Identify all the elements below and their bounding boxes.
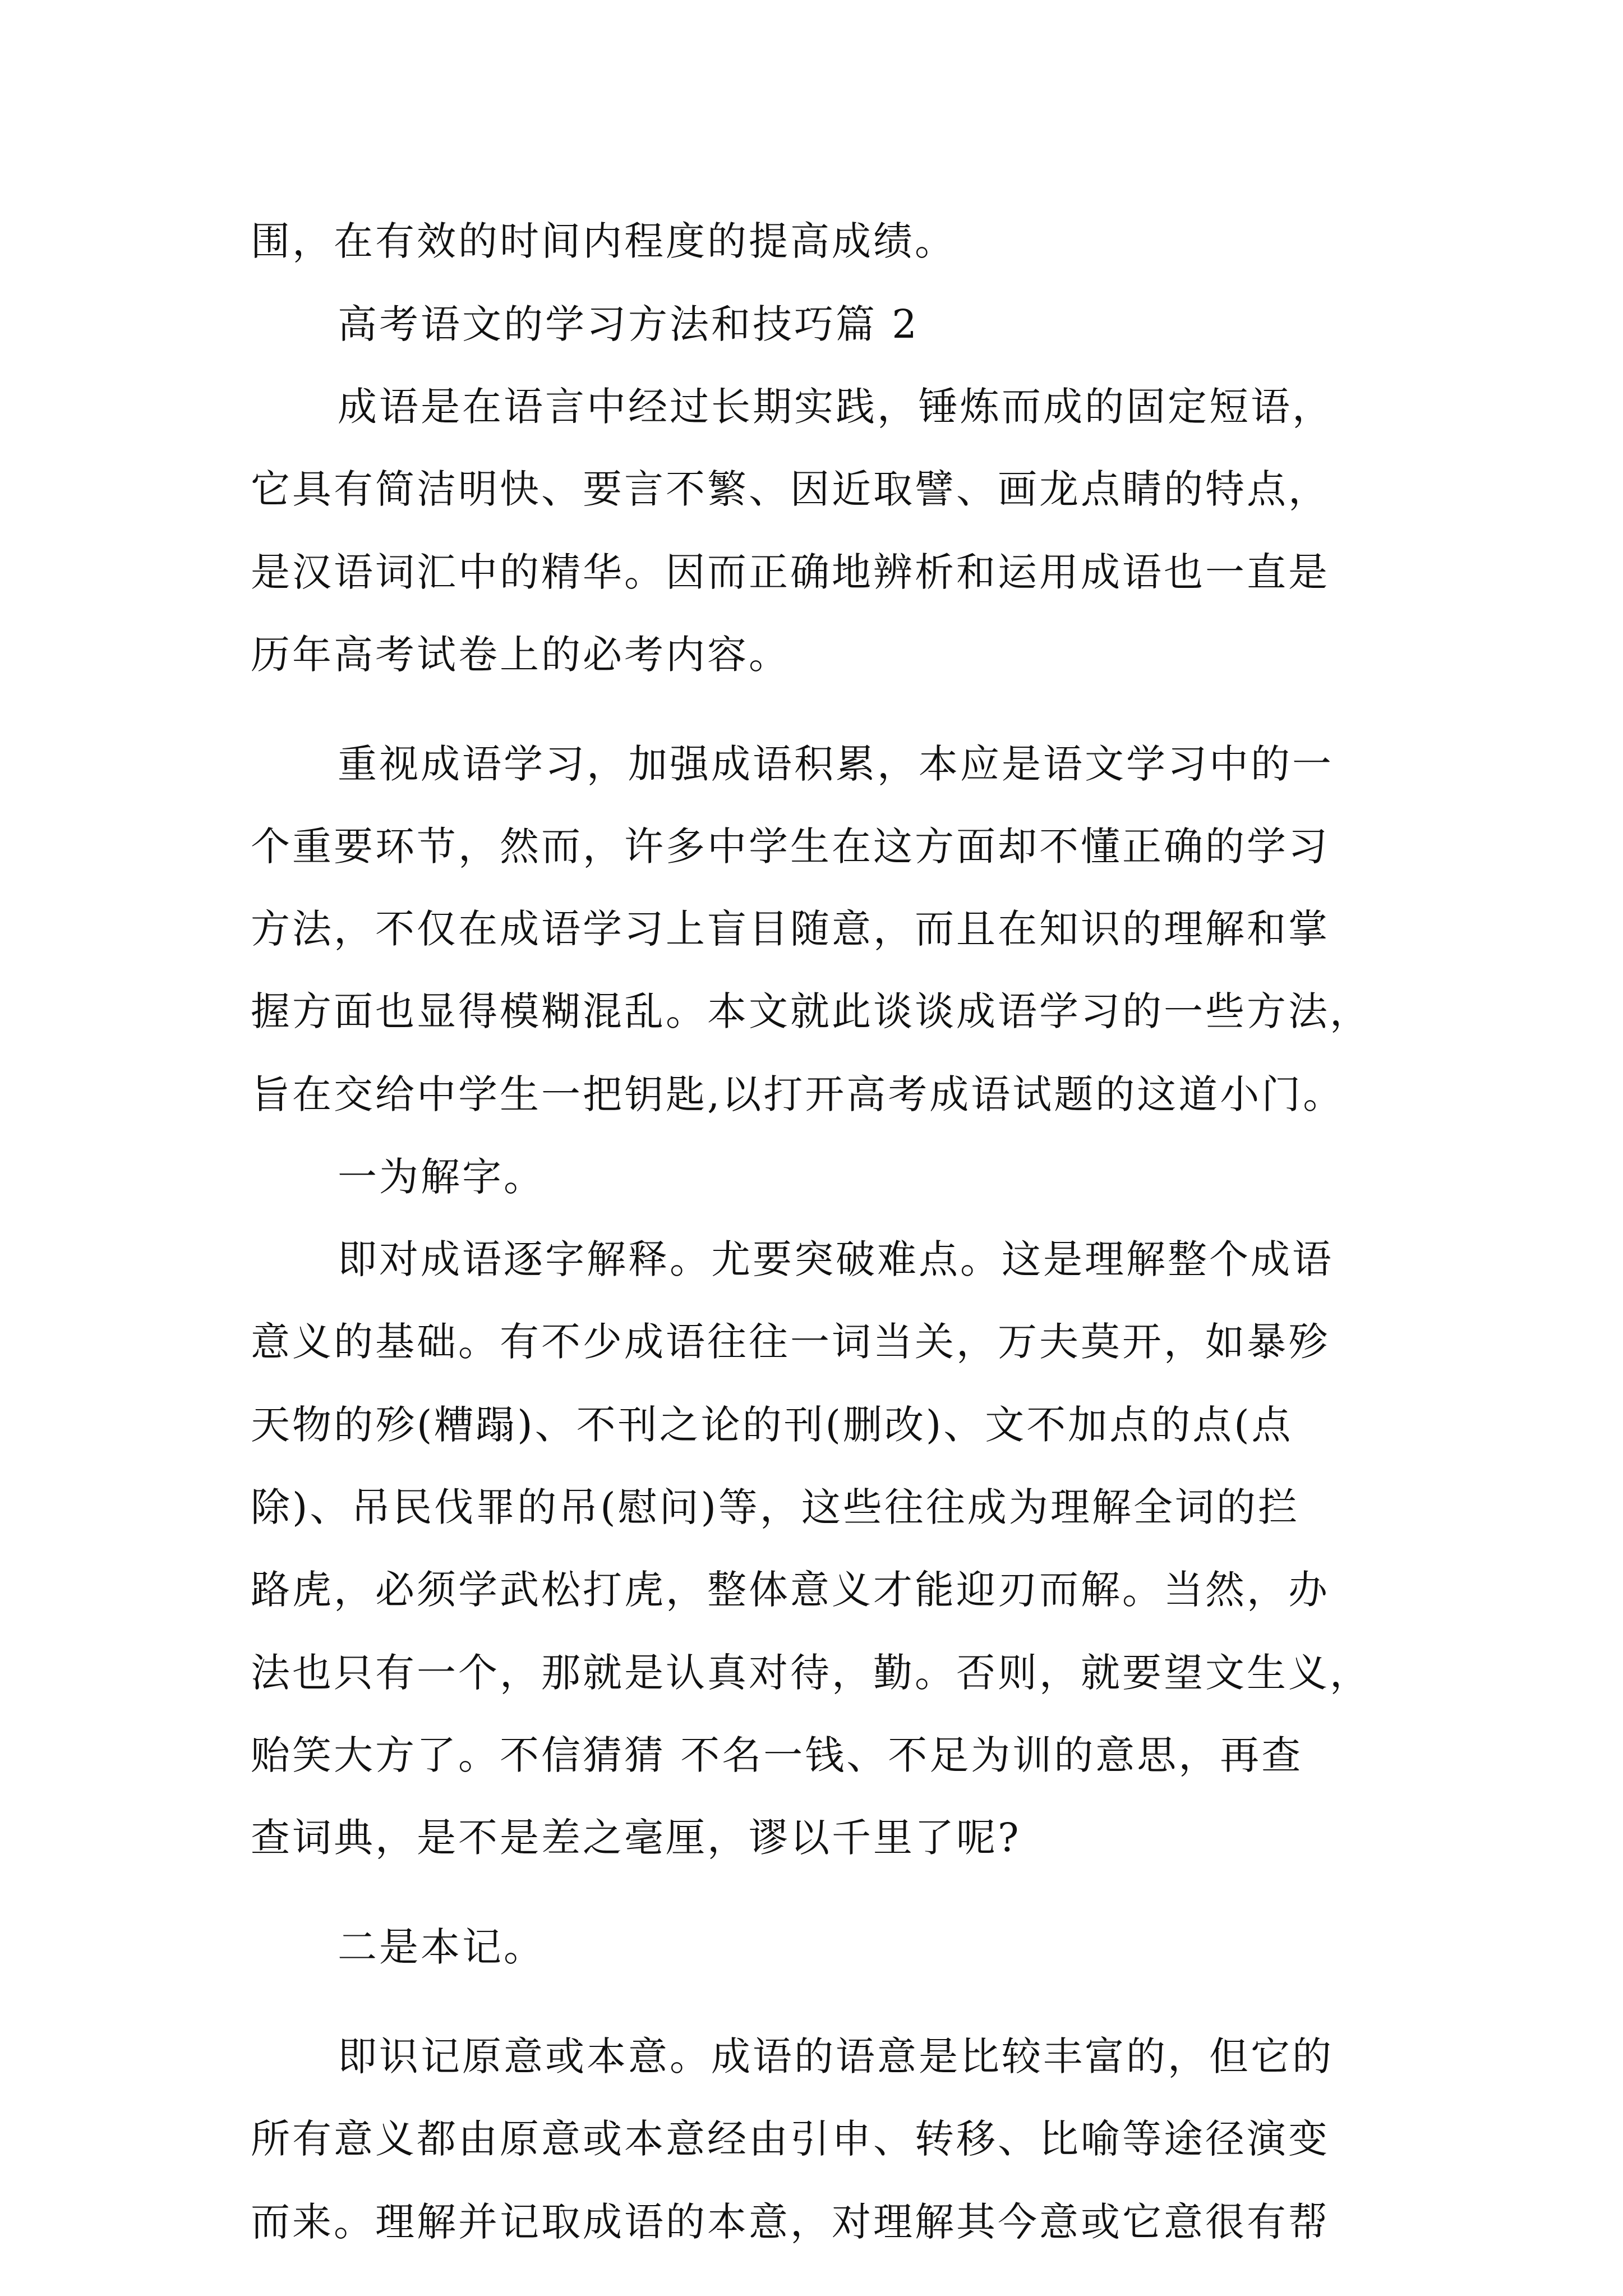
text-line: 除)、吊民伐罪的吊(慰问)等，这些往往成为理解全词的拦 — [251, 1484, 1299, 1530]
text-line: 查词典，是不是差之毫厘，谬以千里了呢? — [251, 1815, 1021, 1861]
text-line: 旨在交给中学生一把钥匙,以打开高考成语试题的这道小门。 — [251, 1071, 1345, 1117]
text-line: 方法，不仅在成语学习上盲目随意，而且在知识的理解和掌 — [251, 906, 1330, 952]
text-line: 个重要环节，然而，许多中学生在这方面却不懂正确的学习 — [251, 823, 1330, 869]
text-line: 即识记原意或本意。成语的语意是比较丰富的，但它的 — [338, 2033, 1334, 2079]
text-line: 握方面也显得模糊混乱。本文就此谈谈成语学习的一些方法， — [251, 988, 1371, 1034]
text-line: 是汉语词汇中的精华。因而正确地辨析和运用成语也一直是 — [251, 549, 1330, 595]
subheading-line: 一为解字。 — [338, 1154, 545, 1200]
text-line: 而来。理解并记取成语的本意，对理解其今意或它意很有帮 — [251, 2199, 1330, 2245]
text-line: 历年高考试卷上的必考内容。 — [251, 632, 790, 678]
text-line: 所有意义都由原意或本意经由引申、转移、比喻等途径演变 — [251, 2116, 1330, 2162]
text-line: 意义的基础。有不少成语往往一词当关，万夫莫开，如暴殄 — [251, 1319, 1330, 1365]
text-line: 路虎，必须学武松打虎，整体意义才能迎刃而解。当然，办 — [251, 1567, 1330, 1613]
text-line: 天物的殄(糟蹋)、不刊之论的刊(删改)、文不加点的点(点 — [251, 1402, 1293, 1448]
text-line: 它具有简洁明快、要言不繁、因近取譬、画龙点睛的特点， — [251, 466, 1330, 512]
text-line: 重视成语学习，加强成语积累，本应是语文学习中的一 — [338, 741, 1334, 787]
subheading-line: 二是本记。 — [338, 1924, 545, 1970]
section-heading: 高考语文的学习方法和技巧篇 2 — [338, 301, 919, 347]
text-line: 成语是在语言中经过长期实践，锤炼而成的固定短语， — [338, 384, 1334, 430]
text-line: 法也只有一个，那就是认真对待，勤。否则，就要望文生义， — [251, 1650, 1371, 1696]
text-line: 即对成语逐字解释。尤要突破难点。这是理解整个成语 — [338, 1236, 1334, 1282]
text-line: 贻笑大方了。不信猜猜 不名一钱、不足为训的意思，再查 — [251, 1732, 1303, 1778]
text-line: 围，在有效的时间内程度的提高成绩。 — [251, 218, 956, 264]
